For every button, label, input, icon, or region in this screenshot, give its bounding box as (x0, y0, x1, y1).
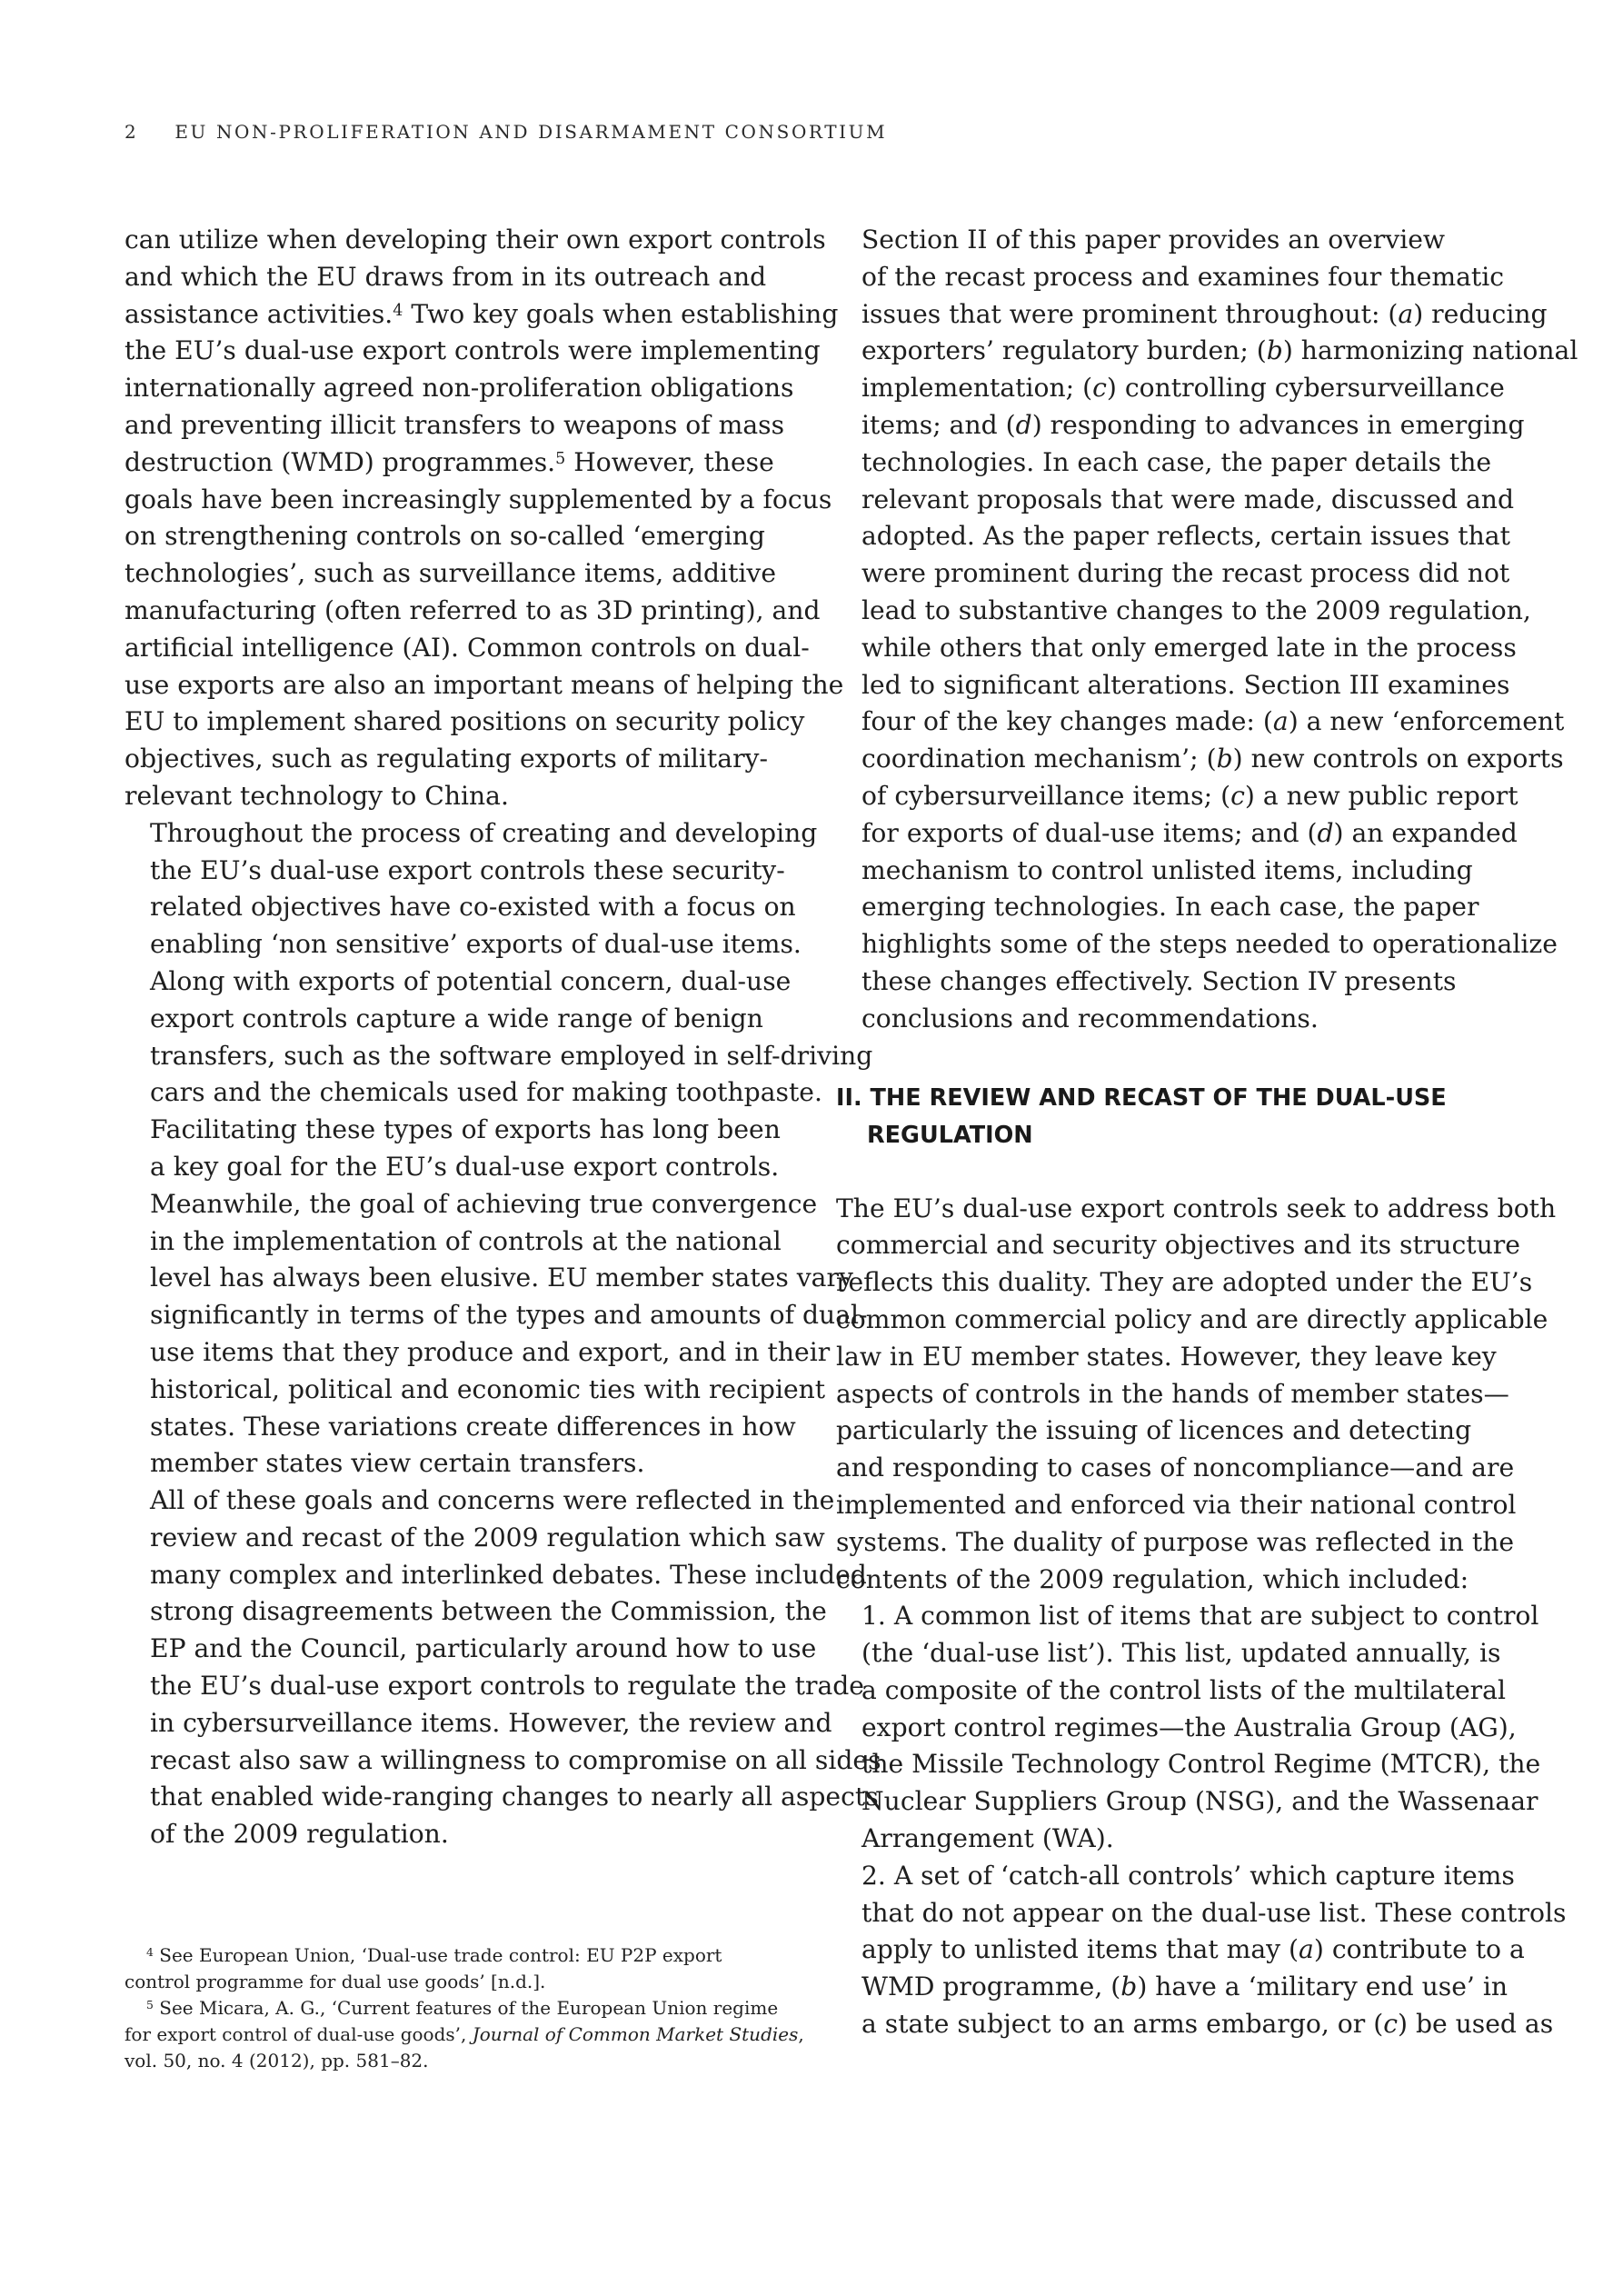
text-line: a state subject to an arms embargo, or (c) be used as (861, 2009, 1554, 2040)
footnote-text: , (798, 2023, 804, 2045)
text-line: these changes effectively. Section IV presents (861, 965, 1457, 996)
text-line: exporters’ regulatory burden; (b) harmonizing national (861, 335, 1578, 366)
text-line: relevant proposals that were made, discussed and (861, 484, 1514, 514)
paragraph (124, 222, 844, 815)
footnote-number: 4 (146, 1945, 154, 1960)
paragraph (836, 222, 1578, 1038)
text-line: historical, political and economic ties with recipient (150, 1373, 826, 1404)
text-line: strong disagreements between the Commission, the (150, 1596, 827, 1627)
text-line: four of the key changes made: (a) a new ‘enforcement (861, 706, 1565, 737)
text-line: technologies’, such as surveillance items, additive (124, 558, 777, 589)
text-line: adopted. As the paper reflects, certain issues that (861, 521, 1510, 552)
running-head (124, 121, 887, 143)
text-line: cars and the chemicals used for making toothpaste. (150, 1077, 822, 1108)
right-column (836, 222, 1578, 2043)
text-line: coordination mechanism’; (b) new controls on exports (861, 744, 1564, 774)
footnote-4 (124, 1942, 808, 1969)
text-line: highlights some of the steps needed to operationalize (861, 929, 1558, 960)
journal-title: Journal of Common Market Studies (472, 2023, 799, 2045)
footnote-text: See European Union, ‘Dual-use trade control: EU P2P export (159, 1944, 722, 1966)
text-line: objectives, such as regulating exports of military- (124, 744, 768, 774)
text-line: Facilitating these types of exports has long been (150, 1114, 781, 1145)
list-item (836, 1858, 1567, 2043)
section-heading-line: II. THE REVIEW AND RECAST OF THE DUAL-USE (836, 1083, 1447, 1112)
text-line: technologies. In each case, the paper details the (861, 446, 1492, 477)
text-line: manufacturing (often referred to as 3D printing), and (124, 594, 821, 625)
list-item (836, 1598, 1541, 1858)
text-line: of cybersurveillance items; (c) a new public report (861, 780, 1518, 811)
text-line: Arrangement (WA). (861, 1823, 1114, 1854)
text-line: member states view certain transfers. (150, 1448, 645, 1479)
text-line: implemented and enforced via their national control (836, 1489, 1517, 1520)
text-line: a key goal for the EU’s dual-use export controls. (150, 1151, 780, 1182)
text-line: led to significant alterations. Section III examines (861, 669, 1510, 700)
text-line: conclusions and recommendations. (861, 1003, 1319, 1033)
text-line: assistance activities.$^4$ Two key goals when establishing (124, 298, 839, 329)
footnote-5 (124, 1995, 808, 2021)
text-line: particularly the issuing of licences and detecting (836, 1415, 1472, 1446)
text-line: in the implementation of controls at the national (150, 1225, 782, 1256)
text-line: export controls capture a wide range of benign (150, 1003, 763, 1033)
text-line: artificial intelligence (AI). Common controls on dual- (124, 632, 810, 663)
page-number: 2 (124, 121, 139, 143)
text-line: transfers, such as the software employed in self-driving (150, 1040, 873, 1071)
text-line: that do not appear on the dual-use list. These controls (861, 1897, 1567, 1928)
footnote-ref: 5 (555, 449, 566, 468)
text-line: a composite of the control lists of the multilateral (861, 1674, 1506, 1705)
paragraph (124, 815, 873, 1482)
text-line: common commercial policy and are directly applicable (836, 1303, 1548, 1334)
text-line: mechanism to control unlisted items, including (861, 854, 1473, 885)
text-line: internationally agreed non-proliferation obligations (124, 373, 794, 404)
text-line: implementation; (c) controlling cybersurveillance (861, 373, 1505, 404)
text-line: WMD programme, (b) have a ‘military end use’ in (861, 1972, 1508, 2002)
text-line: while others that only emerged late in the process (861, 632, 1517, 663)
footnote-text: See Micara, A. G., ‘Current features of the European Union regime (159, 1997, 779, 2019)
section-heading-line: REGULATION (867, 1121, 1033, 1149)
text-line: 1. A common list of items that are subject to control (861, 1601, 1539, 1632)
text-line: The EU’s dual-use export controls seek to address both (836, 1193, 1557, 1223)
footnote-5-cont: vol. 50, no. 4 (2012), pp. 581–82. (124, 2050, 429, 2071)
text-line: enabling ‘non sensitive’ exports of dual-use items. (150, 929, 802, 960)
footnote-5-cont (124, 2021, 808, 2048)
section-heading (836, 1080, 1527, 1154)
paragraph (836, 1191, 1557, 1599)
text-line: All of these goals and concerns were reflected in the (150, 1485, 835, 1516)
text-line: contents of the 2009 regulation, which included: (836, 1563, 1469, 1594)
text-line: lead to substantive changes to the 2009 regulation, (861, 594, 1531, 625)
text-line: aspects of controls in the hands of member states— (836, 1378, 1509, 1409)
text-line: destruction (WMD) programmes.$^5$ However, these (124, 446, 774, 477)
text-line: related objectives have co-existed with a focus on (150, 892, 796, 923)
text-line: apply to unlisted items that may (a) contribute to a (861, 1934, 1525, 1965)
text-line: were prominent during the recast process did not (861, 558, 1510, 589)
text-line: use exports are also an important means of helping the (124, 669, 844, 700)
text-line: use items that they produce and export, and in their (150, 1336, 831, 1367)
text-line: in cybersurveillance items. However, the review and (150, 1707, 832, 1738)
paragraph (124, 1482, 881, 1853)
text-line: Meanwhile, the goal of achieving true convergence (150, 1188, 818, 1219)
text-line: relevant technology to China. (124, 780, 509, 811)
text-line: 2. A set of ‘catch-all controls’ which capture items (861, 1860, 1515, 1891)
text-line: states. These variations create differences in how (150, 1411, 796, 1442)
footnote-number: 5 (146, 1998, 154, 2012)
left-column (124, 222, 881, 1853)
text-line: export control regimes—the Australia Group (AG), (861, 1712, 1517, 1742)
text-line: items; and (d) responding to advances in emerging (861, 409, 1525, 440)
text-line: level has always been elusive. EU member states vary (150, 1263, 853, 1293)
text-line: and preventing illicit transfers to weapons of mass (124, 409, 785, 440)
text-line: the Missile Technology Control Regime (MTCR), the (861, 1749, 1541, 1780)
text-line: systems. The duality of purpose was reflected in the (836, 1526, 1515, 1557)
footnotes (124, 1942, 808, 2074)
text-line: of the recast process and examines four thematic (861, 261, 1504, 292)
text-line: the EU’s dual-use export controls these security- (150, 854, 785, 885)
text-line: Throughout the process of creating and developing (150, 817, 818, 848)
text-line: and responding to cases of noncompliance—and are (836, 1452, 1515, 1483)
text-line: that enabled wide-ranging changes to nearly all aspects (150, 1782, 879, 1812)
text-line: Section II of this paper provides an overview (861, 225, 1446, 255)
text-line: the EU’s dual-use export controls to regulate the trade (150, 1671, 864, 1702)
footnote-4-cont: control programme for dual use goods’ [n.d.]. (124, 1971, 546, 1992)
text-line: (the ‘dual-use list’). This list, updated annually, is (861, 1638, 1501, 1669)
text-line: Along with exports of potential concern, dual-use (150, 965, 792, 996)
text-line: significantly in terms of the types and amounts of dual- (150, 1300, 868, 1331)
text-line: emerging technologies. In each case, the paper (861, 892, 1479, 923)
text-line: issues that were prominent throughout: (a) reducing (861, 298, 1548, 329)
text-line: EP and the Council, particularly around how to use (150, 1633, 817, 1664)
text-line: reflects this duality. They are adopted under the EU’s (836, 1267, 1533, 1298)
text-line: can utilize when developing their own export controls (124, 225, 826, 255)
text-line: many complex and interlinked debates. These included (150, 1559, 867, 1590)
text-line: on strengthening controls on so-called ‘emerging (124, 521, 765, 552)
text-line: EU to implement shared positions on security policy (124, 706, 805, 737)
text-line: and which the EU draws from in its outreach and (124, 261, 767, 292)
text-line: commercial and security objectives and its structure (836, 1230, 1520, 1261)
text-line: review and recast of the 2009 regulation which saw (150, 1522, 825, 1552)
text-line: goals have been increasingly supplemented by a focus (124, 484, 832, 514)
footnote-text: for export control of dual-use goods’, (124, 2023, 473, 2045)
text-line: for exports of dual-use items; and (d) an expanded (861, 817, 1518, 848)
text-line: Nuclear Suppliers Group (NSG), and the Wassenaar (861, 1786, 1538, 1817)
text-line: law in EU member states. However, they leave key (836, 1341, 1497, 1372)
text-line: the EU’s dual-use export controls were implementing (124, 335, 821, 366)
running-head-title: EU NON-PROLIFERATION AND DISARMAMENT CONSORTIUM (174, 121, 888, 143)
text-line: of the 2009 regulation. (150, 1819, 449, 1850)
footnote-ref: 4 (393, 301, 403, 320)
text-line: recast also saw a willingness to compromise on all sides (150, 1744, 881, 1775)
